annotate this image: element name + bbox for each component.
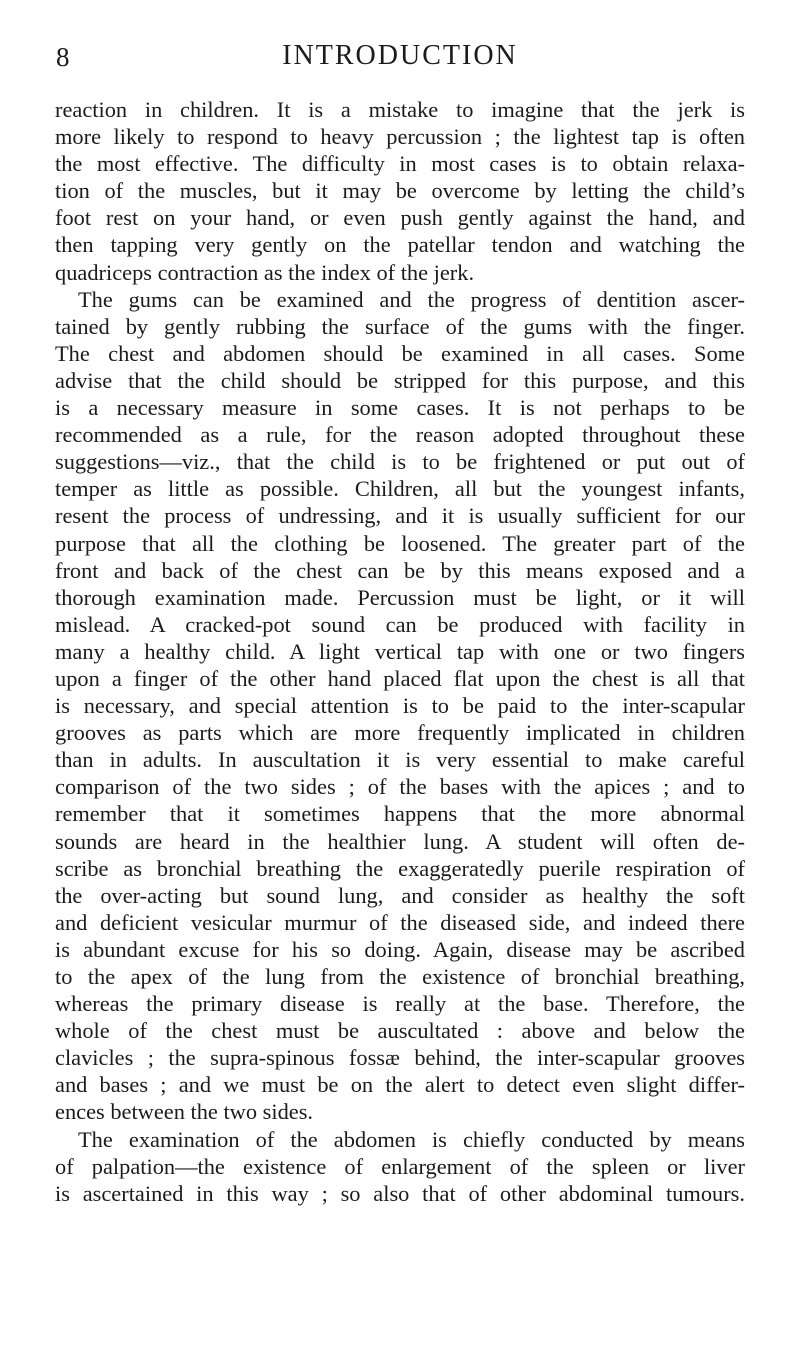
text-line: remember that it sometimes happens that the more abnormal [55,801,745,827]
text-line: sounds are heard in the healthier lung. A student will often de- [55,828,745,854]
text-line: foot rest on your hand, or even push gently against the hand, and [55,205,745,231]
text-line: reaction in children. It is a mistake to imagine that the jerk is [55,97,745,122]
text-line: tion of the muscles, but it may be overcome by letting the child’s [55,178,745,204]
text-line: than in adults. In auscultation it is very essential to make careful [55,747,745,773]
text-line: suggestions—viz., that the child is to be frightened or put out of [55,449,745,475]
text-line: is necessary, and special attention is to be paid to the inter-scapular [55,693,745,719]
text-line: more likely to respond to heavy percussion ; the lightest tap is often [55,124,745,150]
text-line: thorough examination made. Percussion must be light, or it will [55,584,745,610]
text-line: is ascertained in this way ; so also that of other abdominal tumours. [55,1180,745,1206]
text-line: whole of the chest must be auscultated : above and below the [55,1018,745,1044]
text-line: of palpation—the existence of enlargement of the spleen or liver [55,1153,745,1179]
text-line: The examination of the abdomen is chiefly conducted by means [78,1126,745,1152]
text-line: and bases ; and we must be on the alert to detect even slight differ- [55,1072,745,1098]
text-line: The gums can be examined and the progress of dentition ascer- [78,286,745,312]
text-line: is abundant excuse for his so doing. Again, disease may be ascribed [55,936,745,962]
text-line: recommended as a rule, for the reason adopted throughout these [55,422,745,448]
text-line: scribe as bronchial breathing the exaggeratedly puerile respiration of [55,855,745,881]
text-line: resent the process of undressing, and it is usually sufficient for our [55,503,745,529]
text-line: upon a finger of the other hand placed flat upon the chest is all that [55,665,745,691]
page-number: 8 [56,42,70,72]
text-line: grooves as parts which are more frequently implicated in children [55,720,745,746]
body-text [55,96,745,1207]
text-line: to the apex of the lung from the existence of bronchial breathing, [55,964,745,989]
running-title: INTRODUCTION [282,40,518,71]
paragraph-chest-examination [55,286,745,1126]
text-line: purpose that all the clothing be loosened. The greater part of the [55,530,745,556]
paragraph-abdomen-examination [55,1126,745,1207]
text-line: clavicles ; the supra-spinous fossæ behind, the inter-scapular grooves [55,1045,745,1071]
text-line: mislead. A cracked-pot sound can be produced with facility in [55,611,745,637]
text-line: ences between the two sides. [55,1099,314,1125]
text-line: comparison of the two sides ; of the bases with the apices ; and to [55,774,745,800]
text-line: quadriceps contraction as the index of the jerk. [55,259,475,285]
text-line: advise that the child should be stripped for this purpose, and this [55,367,745,393]
text-line: temper as little as possible. Children, all but the youngest infants, [55,476,745,502]
text-line: front and back of the chest can be by this means exposed and a [55,557,745,583]
text-line: tained by gently rubbing the surface of the gums with the finger. [55,313,745,339]
paragraph-reflexes [55,96,745,286]
text-line: whereas the primary disease is really at the base. Therefore, the [55,991,745,1017]
text-line: then tapping very gently on the patellar tendon and watching the [55,232,745,258]
text-line: many a healthy child. A light vertical tap with one or two fingers [55,638,745,664]
text-line: and deficient vesicular murmur of the diseased side, and indeed there [55,909,745,935]
text-line: is a necessary measure in some cases. It is not perhaps to be [55,395,745,421]
text-line: the over-acting but sound lung, and consider as healthy the soft [55,882,745,908]
text-line: The chest and abdomen should be examined in all cases. Some [55,340,745,366]
text-line: the most effective. The difficulty in most cases is to obtain relaxa- [55,151,745,177]
